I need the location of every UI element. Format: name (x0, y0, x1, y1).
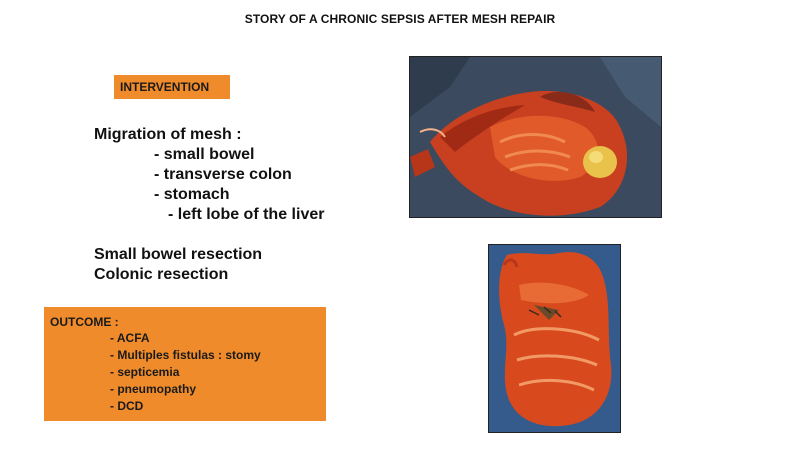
migration-item: - small bowel (154, 146, 255, 163)
migration-heading: Migration of mesh : (94, 126, 242, 143)
migration-list (94, 145, 324, 225)
resected-specimen-photo (488, 244, 621, 433)
resection-item: Colonic resection (94, 266, 229, 283)
outcome-item: - Multiples fistulas : stomy (110, 348, 261, 362)
resection-item: Small bowel resection (94, 246, 263, 263)
migration-item: - stomach (154, 186, 230, 203)
migration-item: - transverse colon (154, 166, 292, 183)
migration-item: - left lobe of the liver (168, 206, 325, 223)
outcome-box (44, 307, 326, 421)
slide-title: STORY OF A CHRONIC SEPSIS AFTER MESH REPAIR (244, 12, 556, 26)
outcome-item: - pneumopathy (110, 382, 196, 396)
outcome-item: - ACFA (110, 331, 150, 345)
intervention-label: INTERVENTION (114, 75, 230, 99)
outcome-heading: OUTCOME : (50, 315, 119, 329)
outcome-item: - septicemia (110, 365, 180, 379)
migration-section (94, 125, 324, 225)
resections-section (94, 245, 262, 285)
outcome-list (50, 330, 326, 415)
surgical-field-photo (409, 56, 662, 218)
outcome-item: - DCD (110, 399, 144, 413)
